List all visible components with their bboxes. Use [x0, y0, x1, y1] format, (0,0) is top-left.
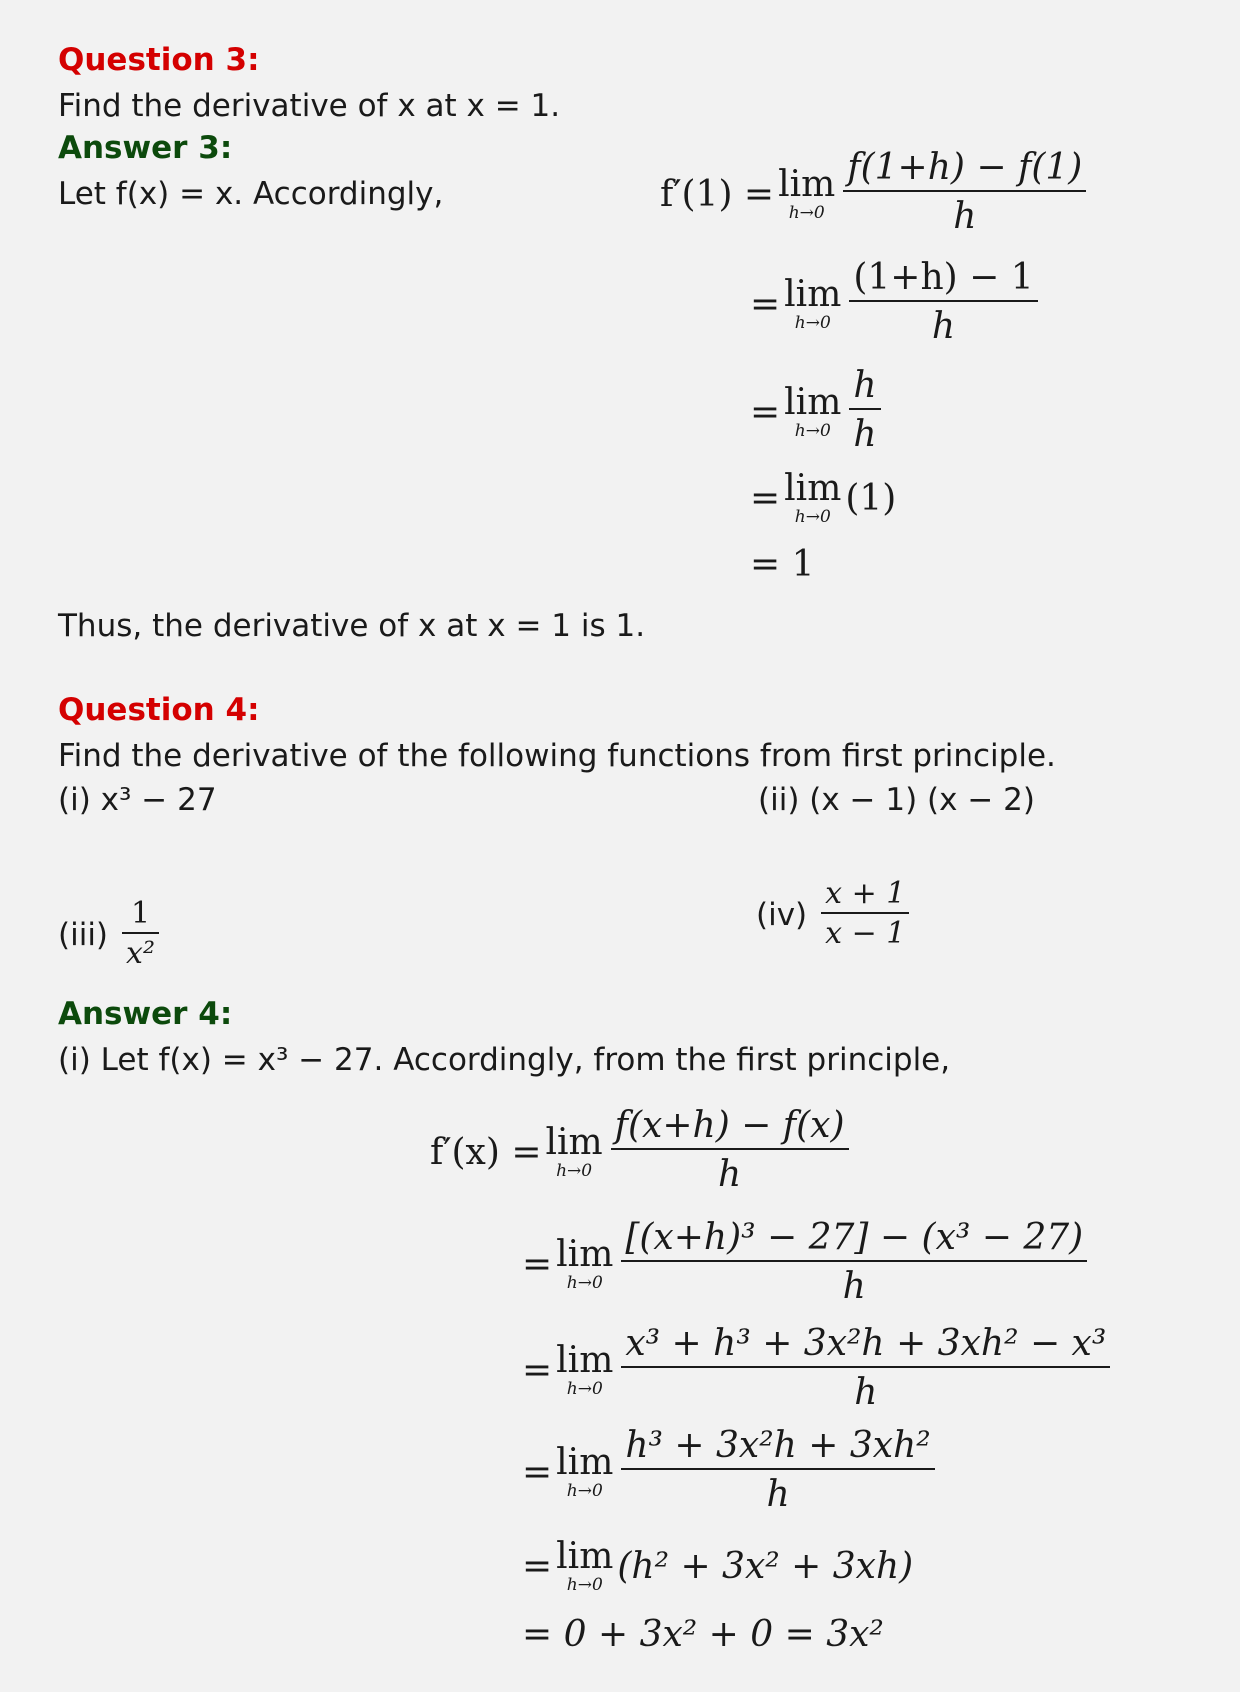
question-4-part-iii — [58, 896, 159, 974]
step-lhs: = — [750, 283, 781, 325]
part-iv-fraction — [821, 876, 909, 954]
lim-text: lim — [778, 164, 836, 205]
limit-operator — [784, 470, 841, 526]
fraction — [849, 364, 880, 460]
step-lhs: = — [750, 391, 781, 433]
limit-operator — [556, 1444, 613, 1500]
limit-operator — [546, 1124, 603, 1180]
q4-step-3 — [522, 1322, 1110, 1418]
lim-subscript: h→0 — [556, 1161, 593, 1181]
lim-text: lim — [784, 274, 842, 315]
denominator: h — [853, 414, 877, 455]
denominator: h — [953, 196, 977, 237]
q3-step-1 — [660, 146, 1086, 242]
lim-text: lim — [545, 1122, 603, 1163]
limit-operator — [778, 166, 835, 222]
lim-text: lim — [556, 1234, 614, 1275]
step-lhs: f′(x) = — [430, 1131, 542, 1173]
part-iii-fraction — [122, 896, 159, 974]
answer-3-conclusion: Thus, the derivative of x at x = 1 is 1. — [58, 608, 646, 644]
answer-4-intro: (i) Let f(x) = x³ − 27. Accordingly, from the first principle, — [58, 1042, 951, 1078]
fraction — [621, 1322, 1110, 1418]
numerator: x³ + h³ + 3x²h + 3xh² − x³ — [625, 1323, 1107, 1364]
numerator: f(x+h) − f(x) — [614, 1105, 845, 1146]
numerator: f(1+h) − f(1) — [847, 147, 1083, 188]
question-3-text: Find the derivative of x at x = 1. — [58, 88, 561, 124]
q4-step-2 — [522, 1216, 1087, 1312]
q3-step-4 — [750, 470, 896, 526]
limit-operator — [556, 1538, 613, 1594]
step-lhs: = — [522, 1545, 553, 1587]
limit-operator — [784, 276, 841, 332]
step-result: = 0 + 3x² + 0 = 3x² — [522, 1614, 884, 1655]
q4-step-5 — [522, 1538, 913, 1594]
numerator: h — [853, 365, 877, 406]
q4-step-6 — [522, 1614, 884, 1655]
step-lhs: = — [522, 1243, 553, 1285]
step-lhs: = — [750, 477, 781, 519]
question-3-heading: Question 3: — [58, 42, 260, 78]
answer-3-heading: Answer 3: — [58, 130, 233, 166]
fraction — [621, 1216, 1087, 1312]
part-iii-label: (iii) — [58, 917, 109, 953]
limit-operator — [556, 1342, 613, 1398]
limit-operator — [784, 384, 841, 440]
numerator: [(x+h)³ − 27] − (x³ − 27) — [625, 1217, 1084, 1258]
lim-subscript: h→0 — [794, 507, 831, 527]
question-4-text: Find the derivative of the following functions from first principle. — [58, 738, 1056, 774]
lim-text: lim — [556, 1536, 614, 1577]
question-4-part-ii: (ii) (x − 1) (x − 2) — [758, 782, 1036, 818]
denominator: x − 1 — [825, 916, 906, 951]
step-lhs: = — [522, 1451, 553, 1493]
numerator: (1+h) − 1 — [853, 257, 1034, 298]
numerator: x + 1 — [825, 876, 906, 911]
lim-subscript: h→0 — [566, 1379, 603, 1399]
q3-step-5 — [750, 544, 815, 585]
denominator: x² — [126, 936, 155, 971]
question-4-part-iv — [756, 876, 909, 954]
fraction — [843, 146, 1086, 242]
limit-expression: (h² + 3x² + 3xh) — [617, 1545, 914, 1587]
step-lhs: f′(1) = — [660, 173, 775, 215]
fraction — [621, 1424, 934, 1520]
lim-subscript: h→0 — [566, 1575, 603, 1595]
q3-step-2 — [750, 256, 1038, 352]
denominator: h — [854, 1372, 878, 1413]
step-lhs: = — [522, 1349, 553, 1391]
answer-3-intro: Let f(x) = x. Accordingly, — [58, 176, 444, 212]
part-iv-label: (iv) — [756, 897, 808, 933]
lim-subscript: h→0 — [566, 1481, 603, 1501]
numerator: 1 — [130, 896, 151, 931]
limit-expression: (1) — [845, 477, 897, 519]
q4-step-1 — [430, 1104, 849, 1200]
step-result: = 1 — [750, 544, 815, 585]
lim-subscript: h→0 — [794, 421, 831, 441]
lim-text: lim — [784, 382, 842, 423]
fraction — [611, 1104, 849, 1200]
limit-operator — [556, 1236, 613, 1292]
lim-subscript: h→0 — [794, 313, 831, 333]
lim-subscript: h→0 — [566, 1273, 603, 1293]
lim-subscript: h→0 — [788, 203, 825, 223]
denominator: h — [718, 1154, 742, 1195]
lim-text: lim — [556, 1442, 614, 1483]
denominator: h — [766, 1474, 790, 1515]
answer-4-heading: Answer 4: — [58, 996, 233, 1032]
q3-step-3 — [750, 364, 881, 460]
lim-text: lim — [784, 468, 842, 509]
fraction — [849, 256, 1037, 352]
question-4-part-i: (i) x³ − 27 — [58, 782, 217, 818]
denominator: h — [842, 1266, 866, 1307]
numerator: h³ + 3x²h + 3xh² — [625, 1425, 931, 1466]
denominator: h — [931, 306, 956, 347]
lim-text: lim — [556, 1340, 614, 1381]
q4-step-4 — [522, 1424, 935, 1520]
question-4-heading: Question 4: — [58, 692, 260, 728]
